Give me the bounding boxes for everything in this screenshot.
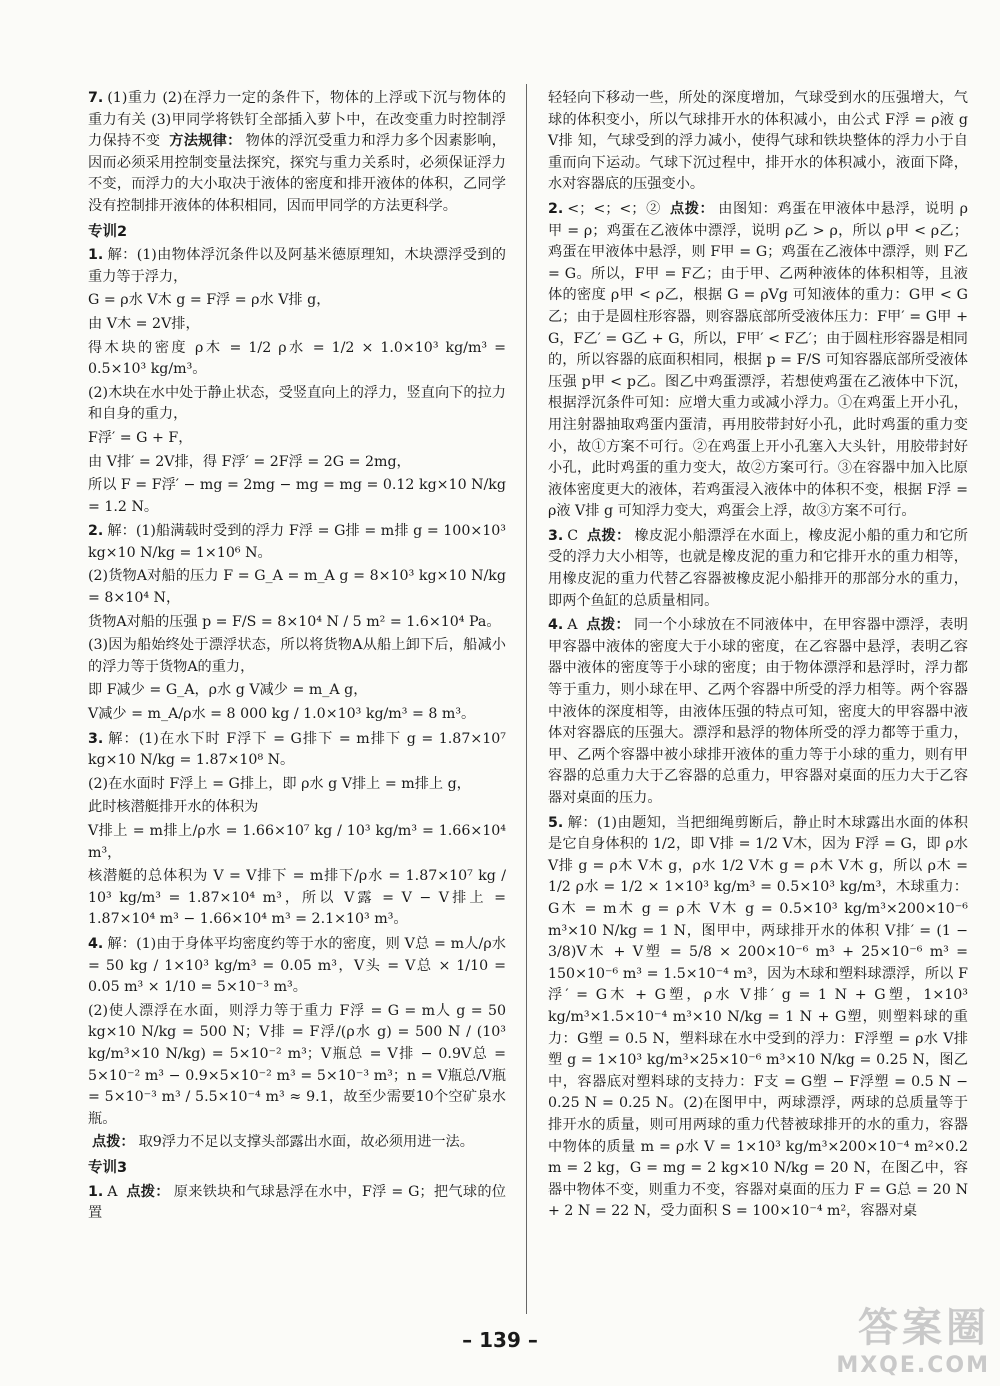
answer-choice: A xyxy=(107,1183,118,1200)
watermark xyxy=(836,1296,990,1378)
hint-label: 点拨： xyxy=(92,1134,135,1151)
question-number: 4. xyxy=(548,617,564,634)
page-number: – 139 – xyxy=(462,1328,538,1352)
solution-line: 核潜艇的总体积为 V = V排下 = m排下/ρ水 = 1.87×10⁷ kg / 10³ kg/m³ = 1.87×10⁴ m³，所以 V露 = V − V排上 = 1.87×10⁴ m³ − 1.66×10⁴ m³ = 2.1×10³ m³。 xyxy=(88,868,506,928)
answer-choice: A xyxy=(567,617,578,634)
hint-text: 原来铁块和气球悬浮在水中，F浮 = G；把气球的位置 xyxy=(88,1183,506,1222)
s2-question-2 xyxy=(88,521,506,725)
solution-line: 此时核潜艇排开水的体积为 xyxy=(88,799,259,816)
solution-line: G = ρ水 V木 g = F浮 = ρ水 V排 g， xyxy=(88,292,331,309)
answer-text: 解：(1)由物体浮沉条件以及阿基米德原理知，木块漂浮受到的重力等于浮力， xyxy=(88,247,506,285)
solution-line: (2)在水面时 F浮上 = G排上，即 ρ水 g V排上 = m排上 g， xyxy=(88,775,471,792)
question-number: 3. xyxy=(88,730,104,747)
question-number: 4. xyxy=(88,935,104,952)
solution-line: 即 F减少 = G_A，ρ水 g V减少 = m_A g， xyxy=(88,682,368,699)
answer-choice: <；<；<；② xyxy=(567,200,661,217)
question-number: 7. xyxy=(88,90,104,106)
solution-line: 由 V排′ = 2V排，得 F浮′ = 2F浮 = 2G = 2mg， xyxy=(88,453,411,470)
s2-question-4 xyxy=(88,934,506,1154)
question-7 xyxy=(88,88,506,218)
solution-line: 由 V木 = 2V排， xyxy=(88,315,200,332)
solution-line: 解：(1)由于身体平均密度约等于水的密度，则 V总 = m人/ρ水 = 50 kg / 1×10³ kg/m³ = 0.05 m³，V头 = V总 × 1/10 = 0.05 m³ × 1/10 = 5×10⁻³ m³。 xyxy=(88,935,506,996)
hint-text: 取9浮力不足以支撑头部露出水面，故必须用进一法。 xyxy=(138,1134,474,1151)
section-heading: 专训3 xyxy=(88,1159,128,1176)
watermark-title: 答案圈 xyxy=(858,1305,990,1351)
solution-text: 解：(1)由题知，当把细绳剪断后，静止时木球露出水面的体积是它自身体积的 1/2，即 V排 = 1/2 V木，因为 F浮 = G，即 ρ水 V排 g = ρ木 V木 g，ρ水 1/2 V木 g = ρ木 V木 g，所以 ρ木 = 1/2 ρ水 = 1/2 × 1×10³ kg/m³ = 0.5×10³ kg/m³，木球重力：G木 = m木 g = ρ木 V木 g = 0.5×10³ kg/m³×200×10⁻⁶ m³×10 N/kg = 1 N，图甲中，两球排开水的体积 V排′ = (1 − 3/8)V木 + V塑 = 5/8 × 200×10⁻⁶ m³ + 25×10⁻⁶ m³ = 150×10⁻⁶ m³ = 1.5×10⁻⁴ m³，因为木球和塑料球漂浮，所以 F浮′ = G木 + G塑，ρ水 V排′ g = 1 N + G塑，1×10³ kg/m³×1.5×10⁻⁴ m³×10 N/kg = 1 N + G塑，则塑料球的重力：G塑 = 0.5 N，塑料球在水中受到的浮力：F浮塑 = ρ水 V排塑 g = 1×10³ kg/m³×25×10⁻⁶ m³×10 N/kg = 0.25 N，图乙中，容器底对塑料球的支持力：F支 = G塑 − F浮塑 = 0.5 N − 0.25 N = 0.25 N。(2)在图甲中，两球漂浮，两球的总质量等于排开水的质量，则可用两球的重力代替被球排开的水的重力，容器中物体的质量 m = ρ水 V = 1×10³ kg/m³×200×10⁻⁴ m²×0.2 m = 2 kg，G = mg = 2 kg×10 N/kg = 20 N，在图乙中，容器中物体不变，则重力不变，容器对桌面的压力 F = G总 = 20 N + 2 N = 22 N，受力面积 S = 100×10⁻⁴ m²，容器对桌 xyxy=(548,814,968,1220)
solution-line: 所以 F = F浮′ − mg = 2mg − mg = mg = 0.12 kg×10 N/kg = 1.2 N。 xyxy=(88,477,506,515)
question-number: 1. xyxy=(88,1183,104,1200)
method-rule-label: 方法规律： xyxy=(169,133,242,150)
solution-line: 解：(1)在水下时 F浮下 = G排下 = m排下 g = 1.87×10⁷ kg×10 N/kg = 1.87×10⁸ N。 xyxy=(88,730,506,769)
solution-line: 解：(1)船满载时受到的浮力 F浮 = G排 = m排 g = 100×10³ kg×10 N/kg = 1×10⁶ N。 xyxy=(88,523,506,561)
column-divider xyxy=(526,84,527,1314)
s3-question-5 xyxy=(548,813,968,1223)
watermark-site: MXQE.COM xyxy=(836,1353,990,1378)
s3-question-1 xyxy=(88,1182,506,1225)
s3-question-2 xyxy=(548,199,968,523)
left-column xyxy=(88,88,506,1228)
solution-line: F浮′ = G + F， xyxy=(88,429,193,446)
question-number: 3. xyxy=(548,527,564,544)
answer-text: (1)重力 (2)在浮力一定的条件下，物体的上浮或下沉与物体的重力有关 (3)甲同学将铁钉全部插入萝卜中，在改变重力时控制浮力保持不变 xyxy=(88,90,506,150)
s2-question-3 xyxy=(88,729,506,931)
hint-label: 点拨： xyxy=(126,1183,170,1200)
solution-line: (2)木块在水中处于静止状态，受竖直向上的浮力，竖直向下的拉力和自身的重力， xyxy=(88,384,506,423)
hint-label: 点拨： xyxy=(586,527,631,544)
question-number: 1. xyxy=(88,247,104,264)
solution-line: (2)使人漂浮在水面，则浮力等于重力 F浮 = G = m人 g = 50 kg×10 N/kg = 500 N；V排 = F浮/(ρ水 g) = 500 N / (10³ kg/m³×10 N/kg) = 5×10⁻² m³；V瓶总 = V排 − 0.9V总 = 5×10⁻² m³ − 0.9×5×10⁻² m³ = 5×10⁻³ m³；n = V瓶总/V瓶 = 5×10⁻³ m³ / 5.5×10⁻⁴ m³ ≈ 9.1，故至少需要10个空矿泉水瓶。 xyxy=(88,1002,506,1127)
solution-line: (2)货物A对船的压力 F = G_A = m_A g = 8×10³ kg×10 N/kg = 8×10⁴ N， xyxy=(88,568,506,607)
hint-text: 同一个小球放在不同液体中，在甲容器中漂浮，表明甲容器中液体的密度大于小球的密度，在乙容器中悬浮，表明乙容器中液体的密度等于小球的密度；由于物体漂浮和悬浮时，浮力都等于重力，则小球在甲、乙两个容器中所受的浮力相等。两个容器中液体的深度相等，由液体压强的特点可知，密度大的甲容器中液体对容器底的压强大。漂浮和悬浮的物体所受的浮力都等于重力，甲、乙两个容器中被小球排开液体的重力等于小球的重力，则有甲容器的总重力大于乙容器的总重力，甲容器对桌面的压力大于乙容器对桌面的压力。 xyxy=(548,617,968,806)
question-number: 2. xyxy=(88,523,104,540)
hint-label: 点拨： xyxy=(586,617,630,634)
method-rule-text: 物体的浮沉受重力和浮力多个因素影响，因而必须采用控制变量法探究，探究与重力关系时，必须保证浮力不变，而浮力的大小取决于液体的密度和排开液体的体积，乙同学没有控制排开液体的体积相同，因而甲同学的方法更科学。 xyxy=(88,133,506,214)
section-heading: 专训2 xyxy=(88,223,128,240)
hint-text: 橡皮泥小船漂浮在水面上，橡皮泥小船的重力和它所受的浮力大小相等，也就是橡皮泥的重力和它排开水的重力相等，用橡皮泥的重力代替乙容器被橡皮泥小船排开的那部分水的重力，即两个鱼缸的总质量相同。 xyxy=(548,527,968,609)
s3-question-4 xyxy=(548,615,968,809)
solution-line: 货物A对船的压强 p = F/S = 8×10⁴ N / 5 m² = 1.6×10⁴ Pa。 xyxy=(88,613,501,630)
s3-question-3 xyxy=(548,526,968,612)
s3-question-1-continued: 轻轻向下移动一些，所处的深度增加，气球受到水的压强增大，气球的体积变小，所以气球排开水的体积减小，由公式 F浮 = ρ液 g V排 知，气球受到的浮力减小，使得气球和铁块整体的浮力小于自重而向下运动。气球下沉过程中，排开水的体积减小，液面下降，水对容器底的压强变小。 xyxy=(548,90,968,193)
solution-line: (3)因为船始终处于漂浮状态，所以将货物A从船上卸下后，船减小的浮力等于货物A的重力， xyxy=(88,637,506,675)
right-column xyxy=(548,88,968,1226)
hint-label: 点拨： xyxy=(669,200,715,217)
s2-question-1 xyxy=(88,245,506,518)
question-number: 2. xyxy=(548,200,564,217)
question-number: 5. xyxy=(548,814,564,831)
solution-line: V排上 = m排上/ρ水 = 1.66×10⁷ kg / 10³ kg/m³ = 1.66×10⁴ m³， xyxy=(88,823,506,861)
hint-text: 由图知：鸡蛋在甲液体中悬浮，说明 ρ甲 = ρ；鸡蛋在乙液体中漂浮，说明 ρ乙 > ρ，所以 ρ甲 < ρ乙；鸡蛋在甲液体中悬浮，则 F甲 = G；鸡蛋在乙液体中漂浮，则 F乙 = G。所以，F甲 = F乙；由于甲、乙两种液体的体积相等，且液体的密度 ρ甲 < ρ乙，根据 G = ρVg 可知液体的重力：G甲 < G乙；由于是圆柱形容器，则容器底部所受液体压力：F甲′ = G甲 + G，F乙′ = G乙 + G，所以，F甲′ < F乙′；由于圆柱形容器是相同的，所以容器的底面积相同，根据 p = F/S 可知容器底部所受液体压强 p甲 < p乙。图乙中鸡蛋漂浮，若想使鸡蛋在乙液体中下沉，根据浮沉条件可知：应增大重力或减小浮力。①在鸡蛋上开小孔，用注射器抽取鸡蛋内蛋清，再用胶带封好小孔，此时鸡蛋的重力变小，故①方案不可行。②在鸡蛋上开小孔塞入大头针，用胶带封好小孔，此时鸡蛋的重力变大，故②方案可行。③在容器中加入比原液体密度更大的液体，若鸡蛋浸入液体中的体积不变，根据 F浮 = ρ液 V排 g 可知浮力变大，鸡蛋会上浮，故③方案不可行。 xyxy=(548,200,968,520)
solution-line: V减少 = m_A/ρ水 = 8 000 kg / 1.0×10³ kg/m³ = 8 m³。 xyxy=(88,706,476,723)
answer-choice: C xyxy=(567,527,579,544)
solution-line: 得木块的密度 ρ木 = 1/2 ρ水 = 1/2 × 1.0×10³ kg/m³ = 0.5×10³ kg/m³。 xyxy=(88,339,506,378)
